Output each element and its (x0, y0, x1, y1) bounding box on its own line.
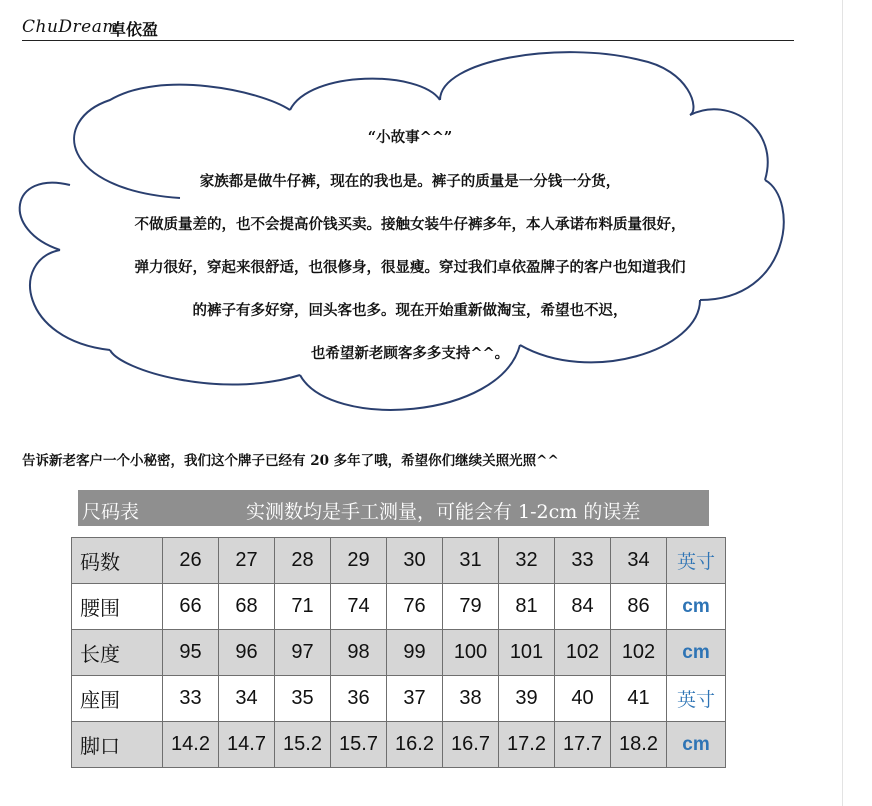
story-line: 弹力很好，穿起来很舒适，也很修身，很显瘦。穿过我们卓依盈牌子的客户也知道我们 (134, 259, 686, 276)
size-chart-header (78, 490, 709, 526)
story-line: 家族都是做牛仔裤，现在的我也是。裤子的质量是一分钱一分货， (199, 173, 621, 190)
table-cell: 99 (387, 630, 443, 676)
table-row (72, 676, 726, 722)
table-cell: 79 (443, 584, 499, 630)
table-cell: 34 (611, 538, 667, 584)
row-label: 长度 (72, 630, 163, 676)
table-cell: 17.2 (499, 722, 555, 768)
row-label: 座围 (72, 676, 163, 722)
table-cell: 38 (443, 676, 499, 722)
table-cell: 37 (387, 676, 443, 722)
size-chart-note: 实测数均是手工测量，可能会有 1-2cm 的误差 (246, 501, 641, 523)
table-cell: 33 (163, 676, 219, 722)
secret-note: 告诉新老客户一个小秘密，我们这个牌子已经有 20 多年了哦，希望你们继续关照光照^^ (22, 453, 559, 469)
unit-label: 英寸 (667, 676, 726, 722)
table-cell: 15.2 (275, 722, 331, 768)
table-cell: 36 (331, 676, 387, 722)
row-label: 脚口 (72, 722, 163, 768)
unit-label: 英寸 (667, 538, 726, 584)
table-cell: 35 (275, 676, 331, 722)
table-cell: 81 (499, 584, 555, 630)
table-cell: 101 (499, 630, 555, 676)
table-cell: 95 (163, 630, 219, 676)
table-cell: 34 (219, 676, 275, 722)
table-cell: 26 (163, 538, 219, 584)
table-cell: 71 (275, 584, 331, 630)
table-row (72, 584, 726, 630)
table-cell: 74 (331, 584, 387, 630)
story-title: “小故事^^” (367, 129, 453, 146)
table-cell: 102 (555, 630, 611, 676)
table-cell: 86 (611, 584, 667, 630)
brand-name-cn: 卓依盈 (110, 20, 159, 39)
table-row (72, 722, 726, 768)
table-cell: 14.2 (163, 722, 219, 768)
size-table (71, 537, 726, 768)
table-cell: 98 (331, 630, 387, 676)
table-cell: 18.2 (611, 722, 667, 768)
size-chart-label: 尺码表 (82, 501, 140, 523)
table-cell: 33 (555, 538, 611, 584)
table-cell: 39 (499, 676, 555, 722)
story-line: 也希望新老顾客多多支持^^。 (310, 345, 510, 362)
table-cell: 30 (387, 538, 443, 584)
table-cell: 76 (387, 584, 443, 630)
table-cell: 14.7 (219, 722, 275, 768)
table-cell: 41 (611, 676, 667, 722)
table-cell: 40 (555, 676, 611, 722)
story-line: 的裤子有多好穿，回头客也多。现在开始重新做淘宝，希望也不迟， (192, 302, 628, 319)
table-cell: 16.2 (387, 722, 443, 768)
table-row (72, 538, 726, 584)
table-cell: 16.7 (443, 722, 499, 768)
table-cell: 29 (331, 538, 387, 584)
unit-label: cm (667, 722, 726, 768)
table-cell: 31 (443, 538, 499, 584)
unit-label: cm (667, 584, 726, 630)
table-cell: 96 (219, 630, 275, 676)
table-cell: 28 (275, 538, 331, 584)
table-cell: 84 (555, 584, 611, 630)
table-row (72, 630, 726, 676)
table-cell: 32 (499, 538, 555, 584)
table-cell: 100 (443, 630, 499, 676)
row-label: 腰围 (72, 584, 163, 630)
table-cell: 27 (219, 538, 275, 584)
unit-label: cm (667, 630, 726, 676)
table-cell: 102 (611, 630, 667, 676)
table-cell: 97 (275, 630, 331, 676)
table-cell: 17.7 (555, 722, 611, 768)
brand-name: ChuDream (22, 17, 119, 37)
table-cell: 68 (219, 584, 275, 630)
table-cell: 66 (163, 584, 219, 630)
story-line: 不做质量差的，也不会提高价钱买卖。接触女装牛仔裤多年，本人承诺布料质量很好， (134, 216, 686, 233)
row-label: 码数 (72, 538, 163, 584)
table-cell: 15.7 (331, 722, 387, 768)
